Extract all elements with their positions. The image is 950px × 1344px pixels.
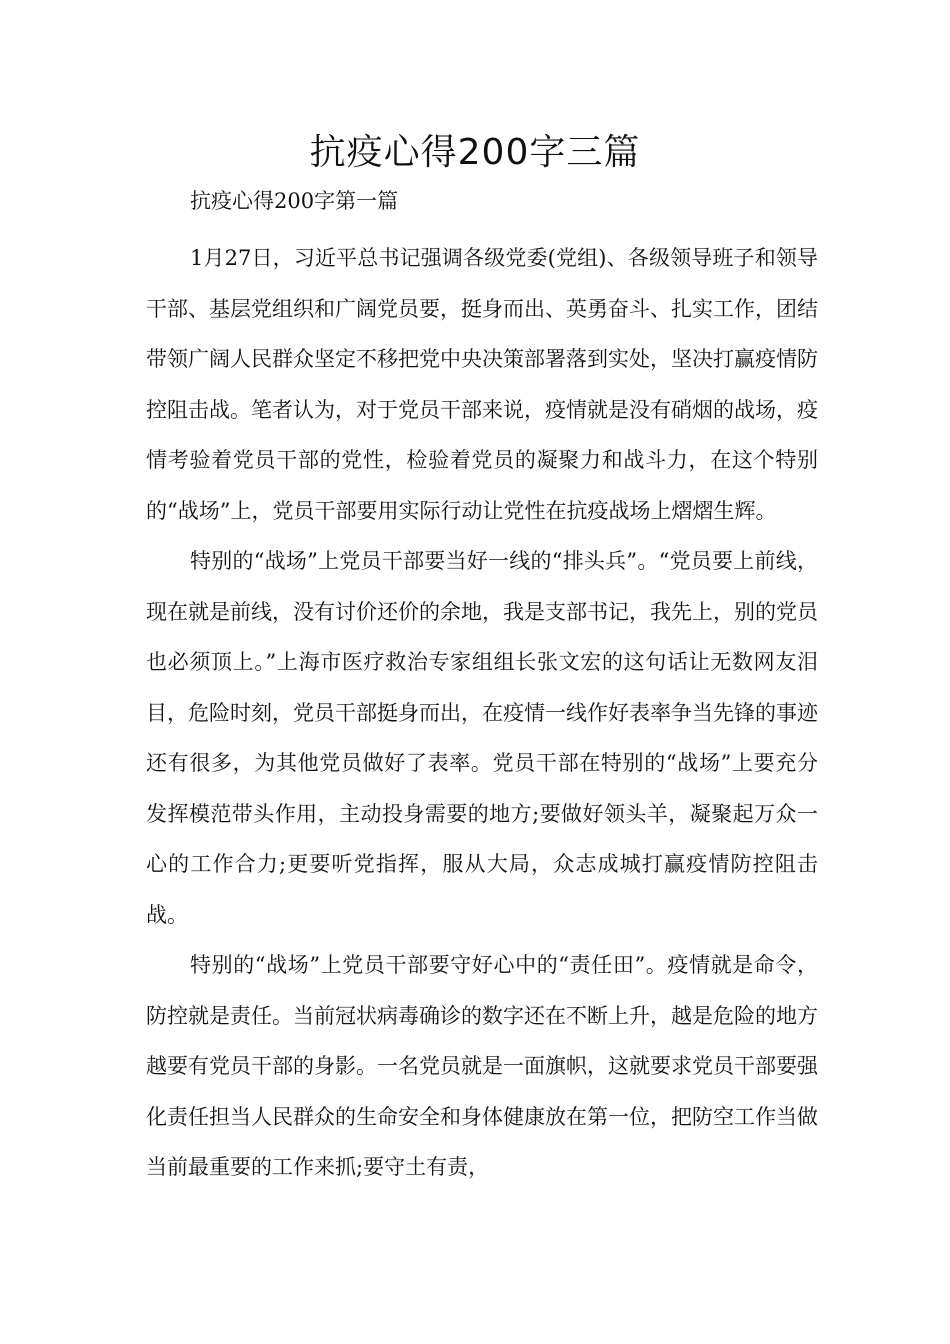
document-body <box>146 233 818 1193</box>
section-heading: 抗疫心得200字第一篇 <box>190 189 399 213</box>
paragraph: 1月27日，习近平总书记强调各级党委(党组)、各级领导班子和领导干部、基层党组织和广阔党员要，挺身而出、英勇奋斗、扎实工作，团结带领广阔人民群众坚定不移把党中央决策部署落到实处，坚决打赢疫情防控阻击战。笔者认为，对于党员干部来说，疫情就是没有硝烟的战场，疫情考验着党员干部的党性，检验着党员的凝聚力和战斗力，在这个特别的“战场”上，党员干部要用实际行动让党性在抗疫战场上熠熠生辉。 <box>146 246 818 523</box>
document-title: 抗疫心得200字三篇 <box>309 132 641 173</box>
paragraph: 特别的“战场”上党员干部要守好心中的“责任田”。疫情就是命令，防控就是责任。当前冠状病毒确诊的数字还在不断上升，越是危险的地方越要有党员干部的身影。一名党员就是一面旗帜，这就要求党员干部要强化责任担当人民群众的生命安全和身体健康放在第一位，把防空工作当做当前最重要的工作来抓;要守土有责， <box>146 953 818 1179</box>
paragraph: 特别的“战场”上党员干部要当好一线的“排头兵”。“党员要上前线，现在就是前线，没有讨价还价的余地，我是支部书记，我先上，别的党员也必须顶上。”上海市医疗救治专家组组长张文宏的这句话让无数网友泪目，危险时刻，党员干部挺身而出，在疫情一线作好表率争当先锋的事迹还有很多，为其他党员做好了表率。党员干部在特别的“战场”上要充分发挥模范带头作用，主动投身需要的地方;要做好领头羊，凝聚起万众一心的工作合力;更要听党指挥，服从大局，众志成城打赢疫情防控阻击战。 <box>146 549 818 927</box>
